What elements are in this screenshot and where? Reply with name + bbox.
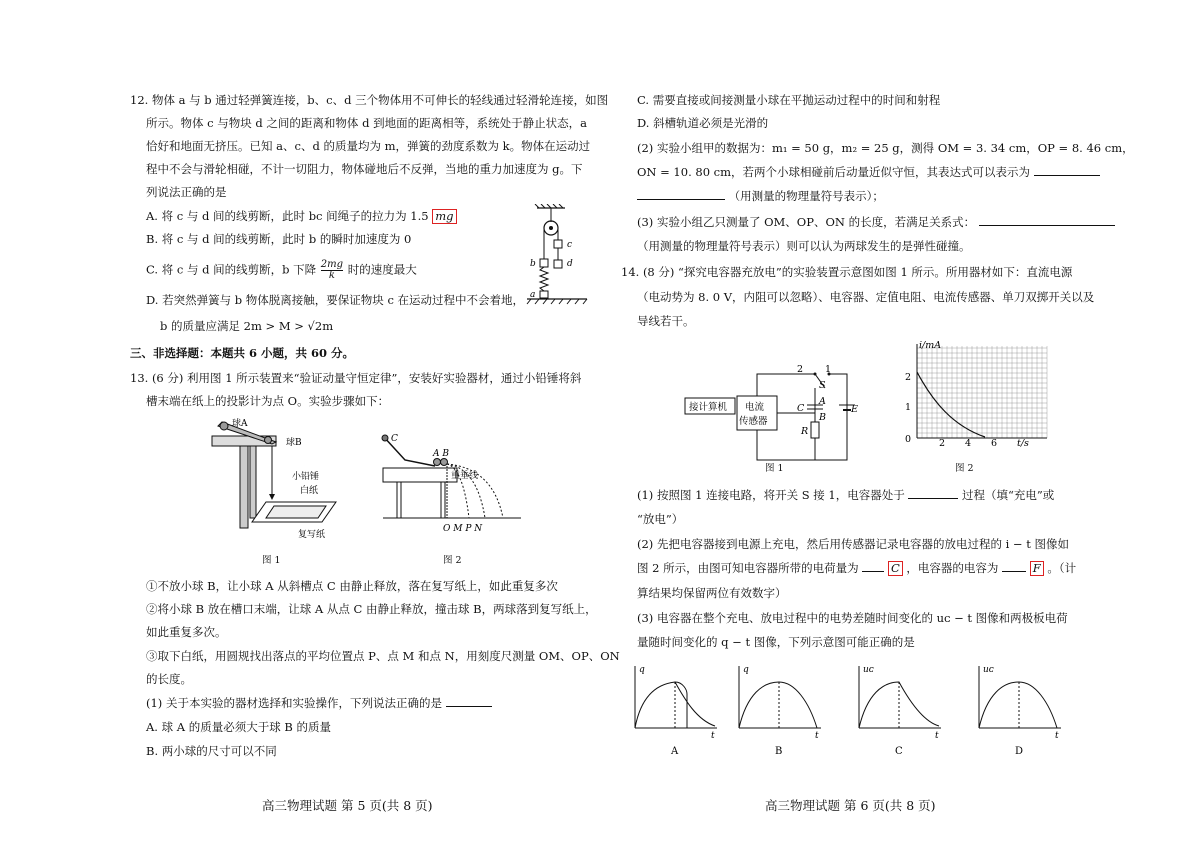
label-node-a: A <box>819 396 826 407</box>
q13-sub-1 <box>146 695 492 711</box>
q14-sub-1b-text: 过程（填“充电”或 <box>962 488 1055 502</box>
label-b: b <box>530 259 536 269</box>
q14-sub-1c: “放电”） <box>637 512 684 526</box>
q12-option-a <box>146 208 457 224</box>
q14-circuit-figure <box>681 360 881 470</box>
q13-step-2b: 如此重复多次。 <box>146 625 227 639</box>
right-page-footer: 高三物理试题 第 6 页(共 8 页) <box>765 798 936 813</box>
left-page <box>130 0 620 850</box>
label-switch: S <box>819 380 826 391</box>
q12-option-c <box>146 260 417 281</box>
right-page <box>621 0 1134 850</box>
q13-figure-2 <box>373 428 533 543</box>
q14-sub-2b-pre: 图 2 所示，由图可知电容器所带的电荷量为 <box>637 561 859 575</box>
q12-line-5: 列说法正确的是 <box>146 185 227 199</box>
option-b-ylabel: q <box>743 665 749 675</box>
q13-figure-1 <box>210 418 350 544</box>
q13-sub-1-option-a: A. 球 A 的质量必须大于球 B 的质量 <box>146 720 331 734</box>
q13-sub-2a: (2) 实验小组甲的数据为：m₁ = 50 g，m₂ = 25 g，测得 OM = 3. 34 cm，OP = 8. 46 cm， <box>637 141 1134 155</box>
label-terminal-2: 2 <box>797 364 804 375</box>
q12-option-b: B. 将 c 与 d 间的线剪断，此时 b 的瞬时加速度为 0 <box>146 232 412 246</box>
answer-blank[interactable] <box>446 695 492 707</box>
option-d-caption: D <box>1015 746 1024 757</box>
q14-sub-2b <box>637 560 1076 576</box>
q12-option-c-pre: C. 将 c 与 d 间的线剪断，b 下降 <box>146 262 317 277</box>
q14-sub-3b: 量随时间变化的 q − t 图像，下列示意图可能正确的是 <box>637 635 915 649</box>
q12-pulley-figure <box>525 204 595 316</box>
answer-blank[interactable] <box>637 188 725 200</box>
option-c-ylabel: uᴄ <box>863 665 874 675</box>
fraction-numerator: 2mg <box>320 259 344 270</box>
answer-blank[interactable] <box>1002 560 1026 572</box>
label-paper: 白纸 <box>300 486 319 496</box>
option-c-caption: C <box>895 746 903 757</box>
label-sensor-1: 电流 <box>745 402 765 413</box>
option-graph-b[interactable] <box>731 660 831 760</box>
q13-step-3a: ③取下白纸，用圆规找出落点的平均位置点 P、点 M 和点 N，用刻度尺测量 OM、OP、ON <box>146 649 620 663</box>
q12-option-c-post: 时的速度最大 <box>347 262 417 277</box>
q14-sub-2b-mid: ，电容器的电容为 <box>906 561 999 575</box>
label-axis-points: O M P N <box>443 524 483 534</box>
q12-option-a-text: A. 将 c 与 d 间的线剪断，此时 bc 间绳子的拉力为 1.5 <box>146 209 429 223</box>
q14-sub-3a: (3) 电容器在整个充电、放电过程中的电势差随时间变化的 uᴄ − t 图像和两极板电荷 <box>637 611 1068 625</box>
label-computer: 接计算机 <box>689 402 728 413</box>
q12-line-4: 程中不会与滑轮相碰，不计一切阻力，物体碰地后不反弹，当地的重力加速度为 g。下 <box>146 162 583 176</box>
q12-option-c-fraction <box>321 260 343 281</box>
q13-fig2-caption: 图 2 <box>443 555 462 566</box>
label-d: d <box>567 259 573 269</box>
answer-blank[interactable] <box>979 214 1115 226</box>
option-a-ylabel: q <box>639 665 645 675</box>
label-ab: A B <box>433 449 449 459</box>
q14-sub-2b-post: 。（计 <box>1047 561 1077 575</box>
q12-line-3: 恰好和地面无挤压。已知 a、c、d 的质量均为 m，弹簧的劲度系数为 k。物体在运动过 <box>146 139 591 153</box>
option-a-xlabel: t <box>711 731 715 741</box>
graph-ylabel: i/mA <box>919 340 942 351</box>
q13-sub-2c-text: （用测量的物理量符号表示）； <box>728 189 884 203</box>
answer-blank[interactable] <box>1034 164 1100 176</box>
option-d-xlabel: t <box>1055 731 1059 741</box>
q12-line-2: 所示。物体 c 与物块 d 之间的距离和物体 d 到地面的距离相等，系统处于静止状态，a <box>146 116 587 130</box>
label-terminal-1: 1 <box>825 364 832 375</box>
label-capacitor: C <box>797 403 805 414</box>
q13-step-2a: ②将小球 B 放在槽口末端，让球 A 从点 C 由静止释放，撞击球 B，两球落到复写纸上， <box>146 602 597 616</box>
section-3-heading: 三、非选择题：本题共 6 小题，共 60 分。 <box>130 346 355 360</box>
q14-fig2-caption: 图 2 <box>955 463 974 474</box>
q12-option-a-answer-box: mg <box>432 209 456 224</box>
q14-line-3: 导线若干。 <box>637 314 695 328</box>
q13-sub-1-text: (1) 关于本实验的器材选择和实验操作，下列说法正确的是 <box>146 696 442 710</box>
graph-xlabel: t/s <box>1017 438 1029 449</box>
option-graph-a[interactable] <box>627 660 727 760</box>
ytick-1: 1 <box>905 402 912 413</box>
q13-sub-2b-text: ON = 10. 80 cm，若两个小球相碰前后动量近似守恒，其表达式可以表示为 <box>637 165 1031 179</box>
label-a: a <box>530 290 536 300</box>
fraction-denominator: k <box>328 270 335 281</box>
answer-blank[interactable] <box>862 560 884 572</box>
q13-option-c: C. 需要直接或间接测量小球在平抛运动过程中的时间和射程 <box>637 93 941 107</box>
q14-i-t-graph <box>899 338 1059 450</box>
charge-unit-box: C <box>888 561 903 576</box>
capacitance-unit-box: F <box>1030 561 1044 576</box>
ytick-0: 0 <box>905 434 912 445</box>
option-c-xlabel: t <box>935 731 939 741</box>
q13-sub-2c <box>637 188 884 204</box>
q13-step-1: ①不放小球 B，让小球 A 从斜槽点 C 由静止释放，落在复写纸上，如此重复多次 <box>146 579 558 593</box>
q13-sub-2b <box>637 164 1100 180</box>
q14-sub-1a-text: (1) 按照图 1 连接电路，将开关 S 接 1，电容器处于 <box>637 488 905 502</box>
discharge-curve <box>917 372 985 437</box>
option-graph-d[interactable] <box>971 660 1071 760</box>
q14-fig1-caption: 图 1 <box>765 463 784 474</box>
q13-sub-3b: （用测量的物理量符号表示）则可以认为两球发生的是弹性碰撞。 <box>637 239 971 253</box>
label-c: C <box>391 434 398 444</box>
label-plumb: 小铅锤 <box>292 472 320 482</box>
label-sensor-2: 传感器 <box>739 416 768 427</box>
ytick-2: 2 <box>905 372 912 383</box>
label-source: E <box>851 404 858 415</box>
q14-line-2: （电动势为 8. 0 V，内阻可以忽略）、电容器、定值电阻、电流传感器、单刀双掷开关以及 <box>637 290 1095 304</box>
label-plumb-line: 重垂线 <box>451 471 479 481</box>
label-carbon: 复写纸 <box>298 530 326 540</box>
option-graph-c[interactable] <box>851 660 951 760</box>
label-ball-b: 球B <box>286 438 302 448</box>
q12-line-1: 12. 物体 a 与 b 通过轻弹簧连接，b、c、d 三个物体用不可伸长的轻线通过轻滑轮连接，如图 <box>130 93 609 107</box>
q14-sub-1a <box>637 487 1054 503</box>
answer-blank[interactable] <box>908 487 958 499</box>
label-resistor: R <box>801 426 809 437</box>
option-d-ylabel: uᴄ <box>983 665 994 675</box>
q13-sub-3a-text: (3) 实验小组乙只测量了 OM、OP、ON 的长度，若满足关系式： <box>637 215 976 229</box>
q13-line-1: 13. (6 分) 利用图 1 所示装置来“验证动量守恒定律”，安装好实验器材，通过小铅锤将斜 <box>130 371 582 385</box>
option-b-caption: B <box>775 746 783 757</box>
q13-step-3b: 的长度。 <box>146 672 192 686</box>
q14-line-1: 14. (8 分) “探究电容器充放电”的实验装置示意图如图 1 所示。所用器材如下：直流电源 <box>621 265 1073 279</box>
xtick-6: 6 <box>991 438 998 449</box>
option-a-caption: A <box>671 746 679 757</box>
xtick-2: 2 <box>939 438 946 449</box>
q13-fig1-caption: 图 1 <box>262 555 281 566</box>
q13-line-2: 槽末端在纸上的投影计为点 O。实验步骤如下： <box>146 394 390 408</box>
q14-sub-2c: 算结果均保留两位有效数字） <box>637 586 787 600</box>
q13-option-d: D. 斜槽轨道必须是光滑的 <box>637 116 769 130</box>
q12-option-d-2: b 的质量应满足 2m > M > √2m <box>160 319 334 333</box>
left-page-footer: 高三物理试题 第 5 页(共 8 页) <box>262 798 433 813</box>
label-c: c <box>567 240 573 250</box>
option-b-xlabel: t <box>815 731 819 741</box>
q13-sub-1-option-b: B. 两小球的尺寸可以不同 <box>146 744 277 758</box>
q12-option-d: D. 若突然弹簧与 b 物体脱离接触，要保证物块 c 在运动过程中不会着地， <box>146 293 525 307</box>
xtick-4: 4 <box>965 438 972 449</box>
label-node-b: B <box>819 412 826 423</box>
q14-sub-2a: (2) 先把电容器接到电源上充电，然后用传感器记录电容器的放电过程的 i − t 图像如 <box>637 537 1069 551</box>
q13-sub-3a <box>637 214 1115 230</box>
label-ball-a: 球A <box>232 419 248 429</box>
